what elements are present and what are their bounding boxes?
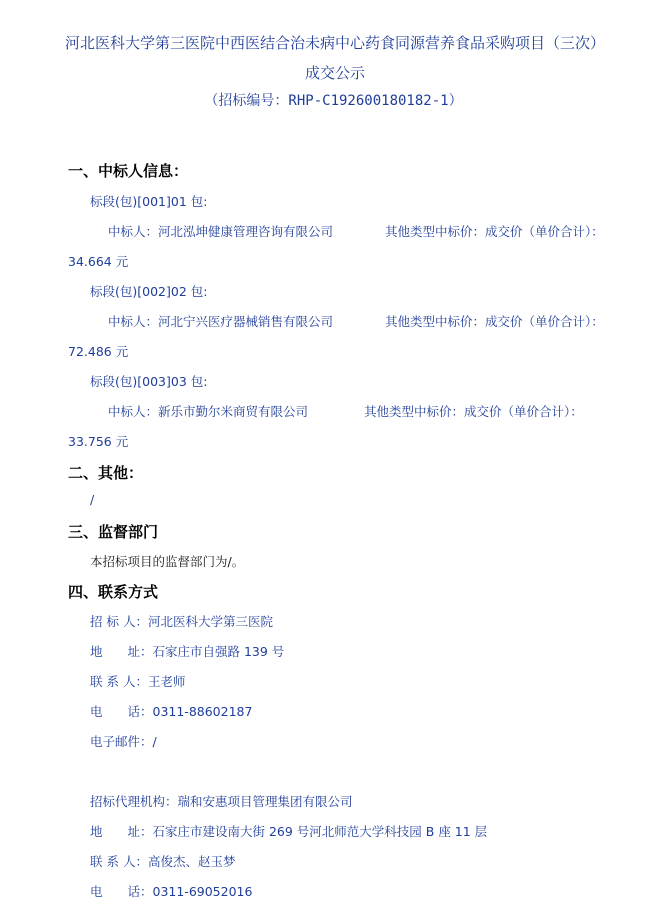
section-supervision-heading: 三、监督部门 bbox=[68, 523, 159, 541]
section-supervision-content: 本招标项目的监督部门为/。 bbox=[90, 554, 245, 569]
document-title: 河北医科大学第三医院中西医结合治未病中心药食同源营养食品采购项目（三次）成交公示 bbox=[64, 34, 605, 82]
tenderer-address: 地 址：石家庄市自强路 139 号 bbox=[90, 644, 285, 659]
agency-contact: 联 系 人：高俊杰、赵玉梦 bbox=[90, 854, 236, 869]
section-contact-heading: 四、联系方式 bbox=[68, 583, 159, 601]
section-winner-heading: 一、中标人信息： bbox=[68, 162, 189, 180]
lot-price-label: 其他类型中标价：成交价（单价合计）： bbox=[364, 404, 583, 419]
tenderer-email: 电子邮件：/ bbox=[90, 734, 157, 749]
agency-phone: 电 话：0311-69052016 bbox=[90, 884, 253, 899]
lot-label: 标段(包)[002]02 包: bbox=[90, 284, 208, 299]
lot-price-label: 其他类型中标价：成交价（单价合计）： bbox=[385, 224, 604, 239]
tenderer-phone: 电 话：0311-88602187 bbox=[90, 704, 253, 719]
lot-winner: 中标人：河北宁兴医疗器械销售有限公司 bbox=[108, 314, 334, 329]
tenderer-line: 招 标 人：河北医科大学第三医院 bbox=[90, 614, 273, 629]
lot-price-label: 其他类型中标价：成交价（单价合计）： bbox=[385, 314, 604, 329]
lot-label: 标段(包)[003]03 包: bbox=[90, 374, 208, 389]
lot-winner: 中标人：河北泓坤健康管理咨询有限公司 bbox=[108, 224, 334, 239]
lot-price: 34.664 元 bbox=[68, 254, 129, 269]
tenderer-contact: 联 系 人：王老师 bbox=[90, 674, 186, 689]
lot-winner: 中标人：新乐市勤尔米商贸有限公司 bbox=[108, 404, 309, 419]
lot-price: 33.756 元 bbox=[68, 434, 129, 449]
agency-address: 地 址：石家庄市建设南大街 269 号河北师范大学科技园 B 座 11 层 bbox=[90, 824, 488, 839]
agency-name: 招标代理机构：瑞和安惠项目管理集团有限公司 bbox=[90, 794, 353, 809]
lot-price: 72.486 元 bbox=[68, 344, 129, 359]
section-other-content: / bbox=[90, 492, 95, 507]
section-other-heading: 二、其他： bbox=[68, 464, 144, 482]
lot-label: 标段(包)[001]01 包: bbox=[90, 194, 208, 209]
project-code: （招标编号：RHP-C192600180182-1） bbox=[204, 93, 463, 109]
